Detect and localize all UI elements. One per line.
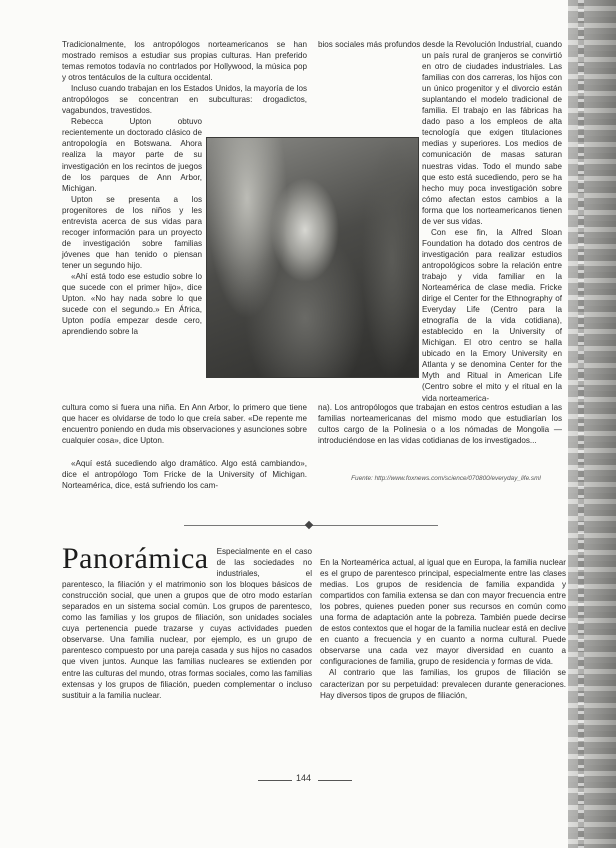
paragraph: bios sociales más profundos desde la Revolución Industrial, cuando un país rural de granjeros se convirtió en otro de ciudades industriales. Las familias con dos carreras, los hijos con un único progenitor y el divorcio están suplantando el modelo tradicional de familia. El trabajo en las fábricas ha dado paso a los empleos de alta tecnología que exigen titulaciones medias y superiores. Los medios de comunicación de masas saturan nuestras vidas. Todo el mundo sabe que esto está sucediendo, pero se ha hecho muy poca investigación sobre cómo afectan estos cambios a la forma que los norteamericanos tienen de ver sus vidas. [318, 40, 562, 226]
panoramica-right [320, 557, 566, 701]
source-citation: Fuente: http://www.foxnews.com/science/070800/everyday_life.sml [351, 475, 541, 482]
paragraph: Incluso cuando trabajan en los Estados Unidos, la mayoría de los antropólogos se concentran en subculturas: drogadictos, vagabundos, travestidos. [62, 84, 307, 116]
paragraph: «Aquí está sucediendo algo dramático. Algo está cambiando», dice el antropólogo Tom Fricke de la University of Michigan. Norteamérica, dice, está sufriendo los cam- [62, 459, 307, 491]
paragraph: Especialmente en el caso de las sociedades no industriales, el parentesco, la filiación y el matrimonio son los bloques básicos de construcción social, que unen a grupos que de otro modo estarían separados en un sistema social común. Los grupos de parentesco, como las familias y los grupos de filiación, son unidades sociales cuya pertenencia puede trazarse y cuyas actividades pueden observarse. Una familia nuclear, por ejemplo, es un grupo de parentesco compuesto por una pareja casada y sus hijos no casados que viven juntos. Aunque las familias nucleares se extienden por entre las culturas del mundo, otras formas sociales, como las familias extensas y los grupos de filiación, pueden complementar o incluso sustituir a la familia nuclear. [62, 547, 312, 700]
paragraph: na). Los antropólogos que trabajan en estos centros estudian a las familias norteamericanas del mismo modo que estudiarían los cultos cargo de la Polinesia o a los nómadas de Mongolia —introduciéndose en las vidas cotidianas de los investigados... [318, 403, 562, 446]
paragraph: Upton se presenta a los progenitores de los niños y les entrevista acerca de sus vidas para recoger información para un proyecto de investigación sobre familias jóvenes que han tenido o piensan tener un segundo hijo. [62, 194, 202, 270]
binding-edge [568, 0, 616, 848]
paragraph: «Ahí está todo ese estudio sobre lo que sucede con el primer hijo», dice Upton. «No hay nada sobre lo que sucede con el segundo.» En África, Upton podía empezar desde cero, aprendiendo sobre la [62, 271, 202, 337]
paragraph: cultura como si fuera una niña. En Ann Arbor, lo primero que tiene que hacer es olvidarse de todo lo que creía saber. «De repente me encuentro poniendo en duda mis observaciones y asunciones sobre cualquier cosa», dice Upton. [62, 403, 307, 446]
paragraph: Rebecca Upton obtuvo recientemente un doctorado clásico de antropología en Botswana. Ahora realiza la mayor parte de su investigación en los recintos de juegos de los parques de Ann Arbor, Michigan. [62, 117, 202, 193]
section-title: Panorámica [62, 542, 209, 575]
paragraph: En la Norteamérica actual, al igual que en Europa, la familia nuclear es el grupo de parentesco principal, especialmente entre las clases medias. Los grupos de residencia de familia expandida y compartidos con familia extensa se dan con mayor frecuencia entre los pobres, quienes pueden poner sus recursos en común como una forma de adaptación ante la pobreza. También puede decirse de estos contextos que el hogar de la familia nuclear está en declive en cuanto a frecuencia y en cuanto a norma cultural. Puede observarse una cada vez mayor diversidad en cuanto a configuraciones de familia, grupo de residencia y formas de vida. [320, 558, 566, 667]
divider-ornament [305, 521, 313, 529]
right-column [318, 39, 562, 404]
folio-rule-left [258, 780, 292, 781]
page-number: 144 [296, 773, 312, 783]
panoramica-left [62, 542, 312, 701]
paragraph: Tradicionalmente, los antropólogos norteamericanos se han mostrado remisos a estudiar sus propias culturas. Han preferido temas remotos todavía no contrlados por Hollywood, la música pop y otros tentáculos de la cultura occidental. [62, 40, 307, 83]
folio-rule-right [318, 780, 352, 781]
paragraph: Con ese fin, la Alfred Sloan Foundation ha dotado dos centros de investigación para realizar estudios antropológicos sobre la relación entre trabajo y vida familiar en la Norteamérica de clase media. Fricke dirige el Center for the Ethnography of Everyday Life (Centro para la etnografía de la vida cotidiana), establecido en la University of Michigan. El otro centro se halla ubicado en la Emory University en Atlanta y se denomina Center for the Myth and Ritual in American Life (Centro sobre el mito y el ritual en la vida norteamerica- [422, 227, 562, 403]
paragraph: Al contrario que las familias, los grupos de filiación se caracterizan por su perpetuidad: prevalecen durante generaciones. Hay diversos tipos de grupos de filiación, [320, 668, 566, 700]
